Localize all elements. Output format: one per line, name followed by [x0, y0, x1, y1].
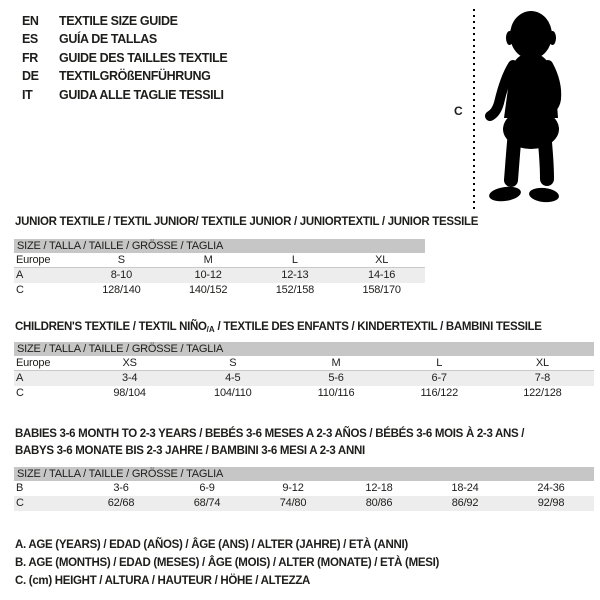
- size-header-bar: SIZE / TALLA / TAILLE / GRÖSSE / TAGLIA: [14, 239, 425, 253]
- size-cell: 62/68: [107, 497, 135, 509]
- size-cell: 104/110: [214, 387, 252, 399]
- table-row-height: [14, 283, 425, 298]
- size-cell: L: [291, 254, 298, 266]
- size-cell: 6-9: [199, 482, 215, 494]
- size-cell: 158/170: [362, 284, 401, 296]
- height-marker-label: C: [454, 104, 463, 118]
- table-row-age: [14, 371, 594, 386]
- language-row-fr: [22, 49, 227, 67]
- junior-section-title: JUNIOR TEXTILE / TEXTIL JUNIOR/ TEXTILE JUNIOR / JUNIORTEXTIL / JUNIOR TESSILE: [15, 216, 479, 228]
- table-row-age: [14, 268, 425, 283]
- size-cell: 8-10: [110, 269, 132, 281]
- size-cell: 68/74: [193, 497, 221, 509]
- language-code: IT: [22, 87, 33, 102]
- size-header-bar: SIZE / TALLA / TAILLE / GRÖSSE / TAGLIA: [14, 342, 594, 356]
- language-row-de: [22, 67, 227, 85]
- legend-line-a: A. AGE (YEARS) / EDAD (AÑOS) / ÂGE (ANS) / ALTER (JAHRE) / ETÀ (ANNI): [15, 539, 408, 551]
- row-label: C: [16, 284, 24, 296]
- legend-line-b: B. AGE (MONTHS) / EDAD (MESES) / ÂGE (MOIS) / ALTER (MONATE) / ETÀ (MESI): [15, 557, 440, 570]
- language-code: FR: [22, 50, 38, 65]
- language-row-it: [22, 86, 227, 104]
- row-label: C: [16, 497, 24, 509]
- language-label: GUIDA ALLE TAGLIE TESSILI: [59, 87, 224, 102]
- size-cell: 3-4: [121, 372, 138, 384]
- children-title-suffix: / TEXTILE DES ENFANTS / KINDERTEXTIL / BAMBINI TESSILE: [214, 321, 542, 333]
- language-row-en: [22, 12, 227, 30]
- legend-line-c: C. (cm) HEIGHT / ALTURA / HAUTEUR / HÖHE / ALTEZZA: [15, 575, 311, 588]
- size-cell: XS: [122, 357, 137, 369]
- size-cell: 92/98: [537, 497, 565, 509]
- language-label: TEXTILGRÖßENFÜHRUNG: [59, 69, 211, 84]
- babies-section-title-line1: BABIES 3-6 MONTH TO 2-3 YEARS / BEBÉS 3-6 MESES A 2-3 AÑOS / BÉBÉS 3-6 MOIS À 2-3 ANS /: [15, 428, 525, 440]
- size-cell: 98/104: [113, 387, 146, 399]
- language-label: GUIDE DES TAILLES TEXTILE: [59, 50, 228, 65]
- language-code: EN: [22, 14, 39, 28]
- row-label: Europe: [16, 254, 51, 266]
- size-cell: 152/158: [275, 284, 315, 296]
- size-cell: 6-7: [431, 372, 447, 384]
- size-cell: 7-8: [534, 372, 551, 384]
- size-cell: M: [203, 254, 213, 266]
- size-cell: 10-12: [194, 269, 222, 281]
- size-cell: XL: [375, 254, 389, 266]
- children-title-prefix: CHILDREN'S TEXTILE / TEXTIL NIÑO: [15, 321, 207, 333]
- children-section-title: [15, 321, 542, 336]
- size-cell: 12-18: [365, 482, 393, 494]
- size-cell: 110/116: [317, 387, 355, 399]
- size-cell: 140/152: [188, 284, 228, 296]
- language-header: [22, 12, 227, 104]
- table-row-height: [14, 386, 594, 401]
- row-label: Europe: [16, 357, 51, 369]
- babies-size-table: [14, 467, 594, 511]
- language-code: ES: [22, 32, 38, 47]
- language-label: GUÍA DE TALLAS: [59, 32, 157, 47]
- measurement-legend: [15, 536, 439, 591]
- baby-silhouette-icon: [482, 10, 563, 208]
- size-cell: 116/122: [420, 387, 458, 399]
- height-dotted-line: [473, 9, 475, 209]
- size-cell: 86/92: [451, 497, 479, 509]
- size-cell: 14-16: [368, 269, 396, 281]
- children-title-subscript: /A: [206, 325, 215, 334]
- table-row-europe: [14, 356, 594, 371]
- size-header-bar: SIZE / TALLA / TAILLE / GRÖSSE / TAGLIA: [14, 467, 594, 481]
- table-row-age-months: [14, 481, 594, 496]
- size-cell: 5-6: [328, 372, 344, 384]
- table-row-height: [14, 496, 594, 511]
- size-cell: 18-24: [451, 482, 479, 494]
- size-cell: 3-6: [113, 482, 129, 494]
- junior-size-table: [14, 239, 425, 298]
- size-cell: 80/86: [365, 497, 393, 509]
- children-size-table: [14, 342, 594, 401]
- table-row-europe: [14, 253, 425, 268]
- size-cell: 9-12: [282, 482, 304, 494]
- size-cell: 122/128: [523, 387, 562, 399]
- row-label: A: [16, 269, 24, 281]
- babies-section-title-line2: BABYS 3-6 MONATE BIS 2-3 JAHRE / BAMBINI 3-6 MESI A 2-3 ANNI: [15, 445, 365, 457]
- language-label: TEXTILE SIZE GUIDE: [59, 14, 178, 28]
- size-cell: XL: [535, 357, 549, 369]
- language-row-es: [22, 30, 227, 48]
- size-cell: L: [436, 357, 443, 369]
- size-cell: S: [229, 357, 237, 369]
- size-cell: M: [331, 357, 341, 369]
- row-label: A: [16, 372, 24, 384]
- language-code: DE: [22, 69, 39, 84]
- size-cell: 12-13: [281, 269, 309, 281]
- row-label: C: [16, 387, 24, 399]
- size-cell: 74/80: [279, 497, 307, 509]
- size-cell: 4-5: [225, 372, 241, 384]
- size-cell: S: [117, 254, 125, 266]
- size-cell: 128/140: [102, 284, 141, 296]
- size-cell: 24-36: [537, 482, 565, 494]
- row-label: B: [16, 482, 24, 494]
